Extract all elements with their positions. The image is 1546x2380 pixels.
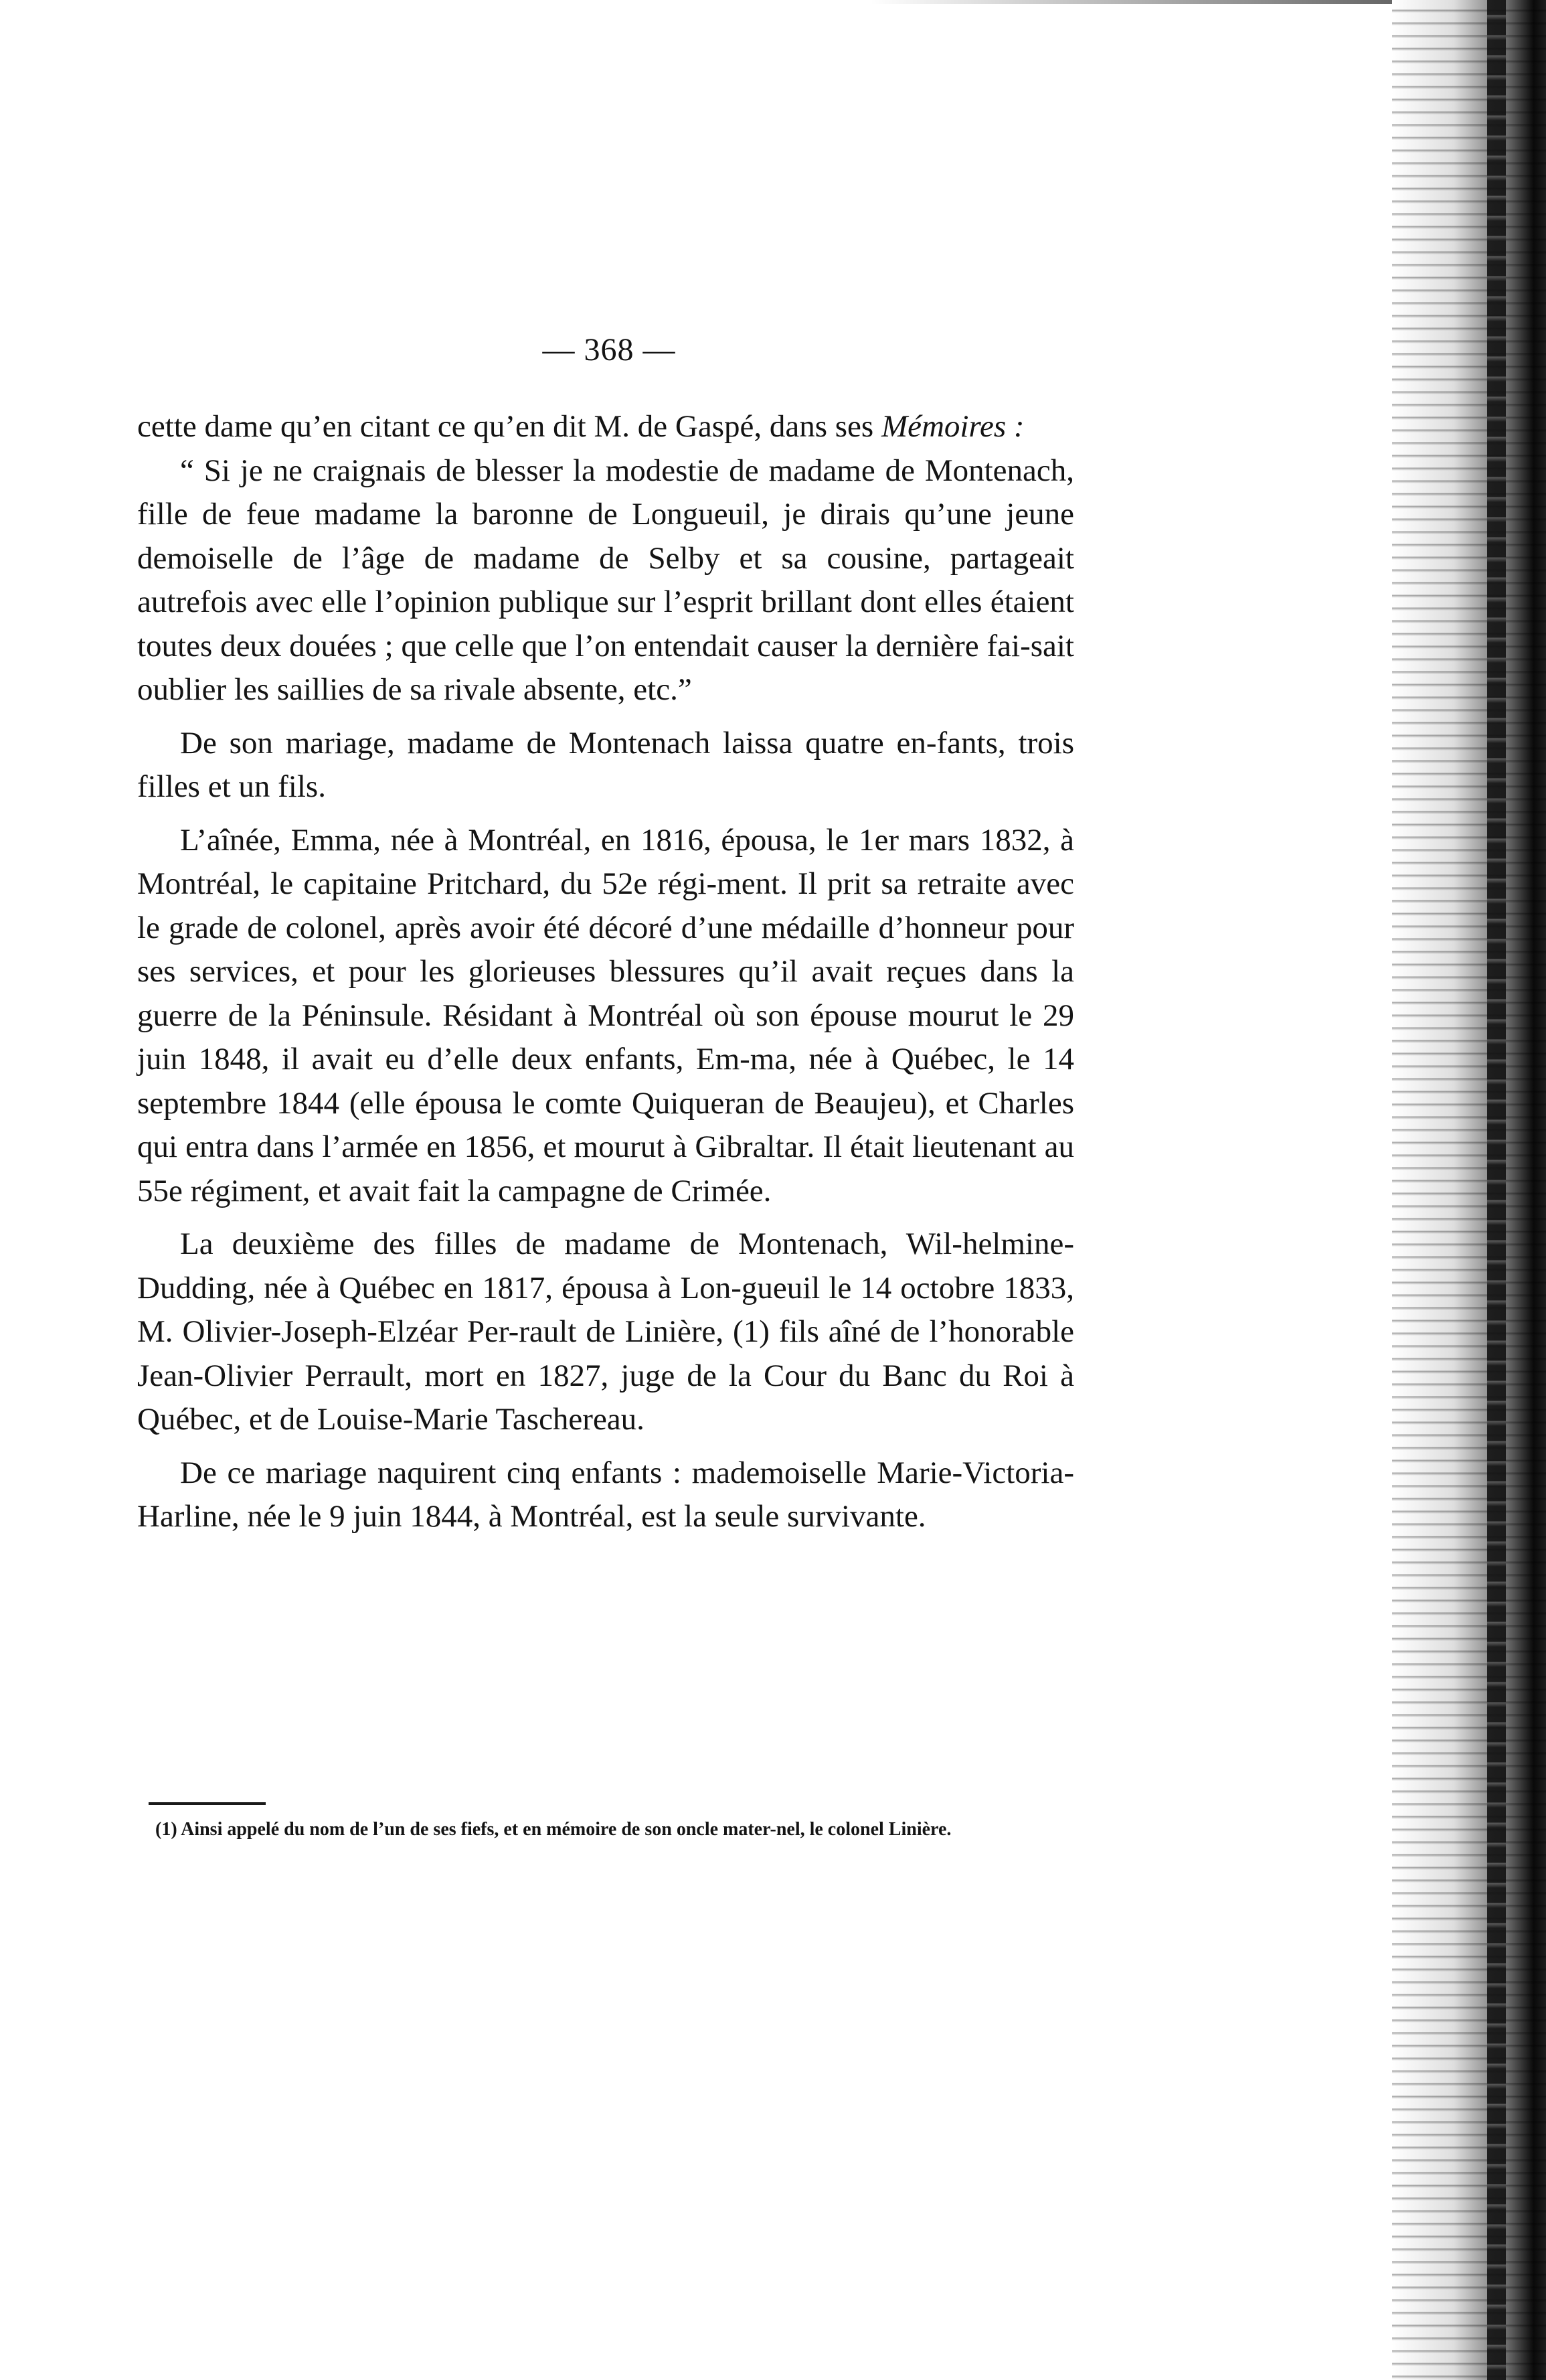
paragraph-quotation: “ Si je ne craignais de blesser la modestie de madame de Montenach, fille de feue madame la baronne de Longueuil, je dirais qu’une jeune demoiselle de l’âge de madame de Selby et sa cousine, partageait autrefois avec elle l’opinion publique sur l’esprit brillant dont elles étaient toutes deux douées ; que celle que l’on entendait causer la dernière fai-sait oublier les saillies de sa rivale absente, etc.” (137, 453, 1074, 707)
footnote-text: (1) Ainsi appelé du nom de l’un de ses fiefs, et en mémoire de son oncle mater-nel, le colonel Linière. (155, 1819, 952, 1840)
paragraph-wilhelmine: La deuxième des filles de madame de Montenach, Wil-helmine-Dudding, née à Québec en 1817, épousa à Lon-gueuil le 14 octobre 1833, M. Olivier-Joseph-Elzéar Per-rault de Linière, (1) fils aîné de l’honorable Jean-Olivier Perrault, mort en 1827, juge de la Cour du Banc du Roi à Québec, et de Louise-Marie Taschereau. (137, 1226, 1074, 1437)
footnote-divider (149, 1802, 266, 1805)
scan-top-edge (870, 0, 1392, 4)
body-text (137, 405, 1074, 1539)
paragraph-continuation (137, 405, 1074, 449)
memoires-title: Mémoires : (881, 409, 1025, 444)
continuation-line: cette dame qu’en citant ce qu’en dit M. de Gaspé, dans ses (137, 409, 874, 444)
paragraph-emma: L’aînée, Emma, née à Montréal, en 1816, épousa, le 1er mars 1832, à Montréal, le capitaine Pritchard, du 52e régi-ment. Il prit sa retraite avec le grade de colonel, après avoir été décoré d’une médaille d’honneur pour ses services, et pour les glorieuses blessures qu’il avait reçues dans la guerre de la Péninsule. Résidant à Montréal où son épouse mourut le 29 juin 1848, il avait eu d’elle deux enfants, Em-ma, née à Québec, le 14 septembre 1844 (elle épousa le comte Quiqueran de Beaujeu), et Charles qui entra dans l’armée en 1856, et mourut à Gibraltar. Il était lieutenant au 55e régiment, et avait fait la campagne de Crimée. (137, 822, 1074, 1208)
page-number: — 368 — (542, 332, 676, 368)
scan-binding-edge (1392, 0, 1546, 2380)
paragraph-descendants: De ce mariage naquirent cinq enfants : mademoiselle Marie-Victoria-Harline, née le 9 juin 1844, à Montréal, est la seule survivante. (137, 1455, 1074, 1534)
footnote (155, 1820, 1072, 1840)
paragraph-children: De son mariage, madame de Montenach laissa quatre en-fants, trois filles et un fils. (137, 725, 1074, 804)
